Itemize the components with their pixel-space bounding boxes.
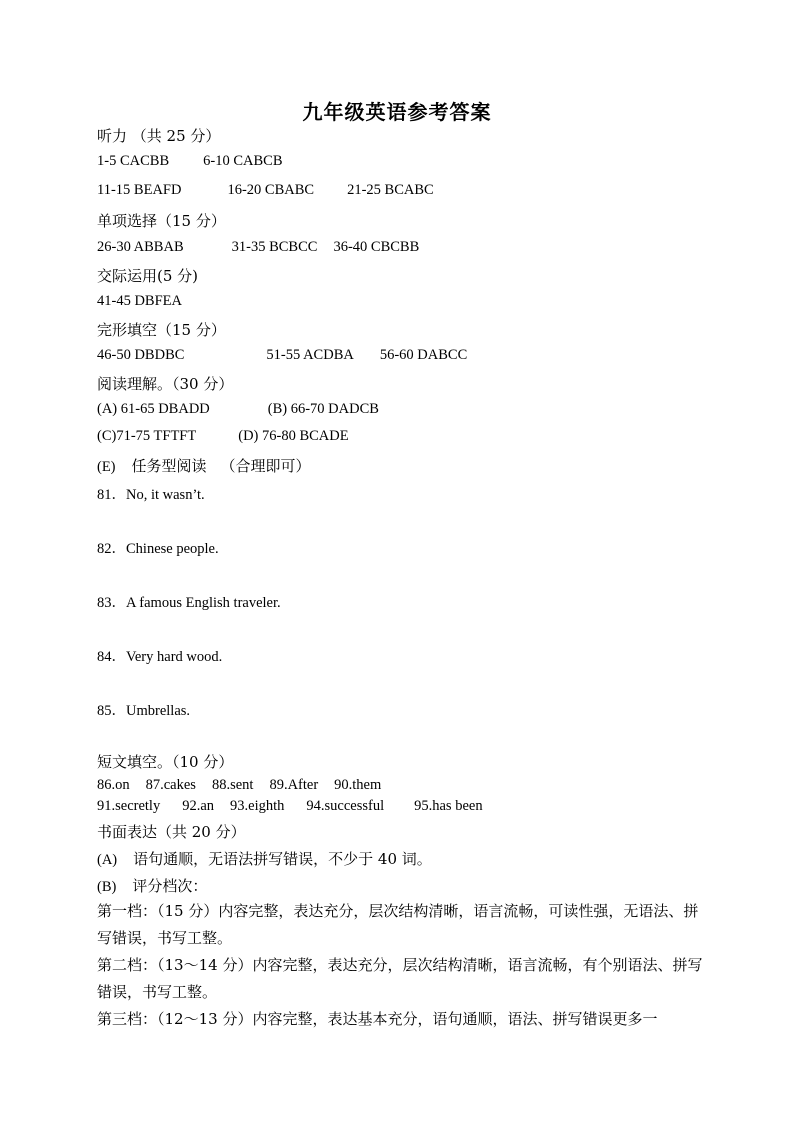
- answer-item: 91.secretly: [97, 798, 161, 814]
- communication-row: [97, 293, 182, 310]
- communication-heading: 交际运用(5 分): [97, 267, 199, 285]
- grade-3-criteria: 第三档：（12～13 分）内容完整，表达基本充分，语句通顺，语法、拼写错误更多一: [97, 1010, 658, 1028]
- answer-group: 51-55 ACDBA: [266, 347, 354, 363]
- reading-row-1: [97, 401, 379, 418]
- answer-group: 6-10 CABCB: [203, 153, 283, 169]
- single-choice-heading: 单项选择（15 分）: [97, 212, 226, 230]
- answer-group: 31-35 BCBCC: [231, 239, 318, 255]
- answer-group: 41-45 DBFEA: [97, 293, 182, 309]
- answer-item: 90.them: [334, 777, 382, 793]
- answer-item: 93.eighth: [230, 798, 285, 814]
- answer-item: 94.successful: [306, 798, 385, 814]
- task-answer-85: 85．Umbrellas.: [97, 703, 191, 719]
- answer-item: 86.on: [97, 777, 130, 793]
- listening-row-1: [97, 153, 283, 170]
- answer-item: 95.has been: [414, 798, 483, 814]
- answer-item: 87.cakes: [145, 777, 196, 793]
- single-choice-row: [97, 239, 419, 256]
- answer-group: 56-60 DABCC: [379, 347, 468, 363]
- item-text: 评分档次：: [132, 877, 208, 895]
- answer-item: 89.After: [269, 777, 319, 793]
- cloze-heading: 完形填空（15 分）: [97, 321, 226, 339]
- writing-heading: 书面表达（共 20 分）: [97, 823, 246, 841]
- answer-group: 46-50 DBDBC: [97, 347, 185, 363]
- fill-in-row-2: [97, 798, 483, 815]
- answer-group: (D) 76-80 BCADE: [238, 428, 349, 444]
- task-answer-84: 84．Very hard wood.: [97, 649, 223, 665]
- reading-row-3: [97, 455, 311, 476]
- section-label: (E): [97, 459, 116, 475]
- answer-group: 21-25 BCABC: [347, 182, 434, 198]
- answer-group: 16-20 CBABC: [227, 182, 315, 198]
- answer-group: (C)71-75 TFTFT: [97, 428, 197, 444]
- fill-in-heading: 短文填空。（10 分）: [97, 753, 234, 771]
- reading-heading: 阅读理解。（30 分）: [97, 375, 234, 393]
- page-title: 九年级英语参考答案: [302, 100, 492, 124]
- writing-item-b: [97, 875, 207, 896]
- fill-in-row-1: [97, 777, 381, 794]
- item-label: (A): [97, 852, 118, 868]
- task-answer-81: 81．No, it wasn’t.: [97, 487, 205, 503]
- listening-row-2: [97, 182, 434, 199]
- answer-group: 1-5 CACBB: [97, 153, 170, 169]
- answer-group: (B) 66-70 DADCB: [267, 401, 379, 417]
- item-label: (B): [97, 879, 117, 895]
- answer-group: (A) 61-65 DBADD: [97, 401, 210, 417]
- cloze-row: [97, 347, 467, 364]
- reading-row-2: [97, 428, 349, 445]
- answer-item: 88.sent: [211, 777, 254, 793]
- item-text: 语句通顺，无语法拼写错误，不少于 40 词。: [133, 850, 432, 868]
- task-answer-83: 83．A famous English traveler.: [97, 595, 281, 611]
- grade-1-criteria: 第一档：（15 分）内容完整，表达充分，层次结构清晰，语言流畅，可读性强，无语法、拼写错误，书写工整。: [97, 902, 699, 947]
- answer-group: 26-30 ABBAB: [97, 239, 184, 255]
- writing-item-a: [97, 848, 432, 869]
- answer-item: 92.an: [182, 798, 215, 814]
- grade-2-criteria: 第二档：（13～14 分）内容完整，表达充分，层次结构清晰，语言流畅，有个别语法、拼写错误，书写工整。: [97, 956, 703, 1001]
- answer-group: 36-40 CBCBB: [333, 239, 420, 255]
- section-note: （合理即可）: [220, 457, 311, 475]
- listening-heading: 听力 （共 25 分）: [97, 127, 221, 145]
- task-answer-82: 82．Chinese people.: [97, 541, 219, 557]
- answer-group: 11-15 BEAFD: [97, 182, 182, 198]
- section-title: 任务型阅读: [131, 457, 207, 475]
